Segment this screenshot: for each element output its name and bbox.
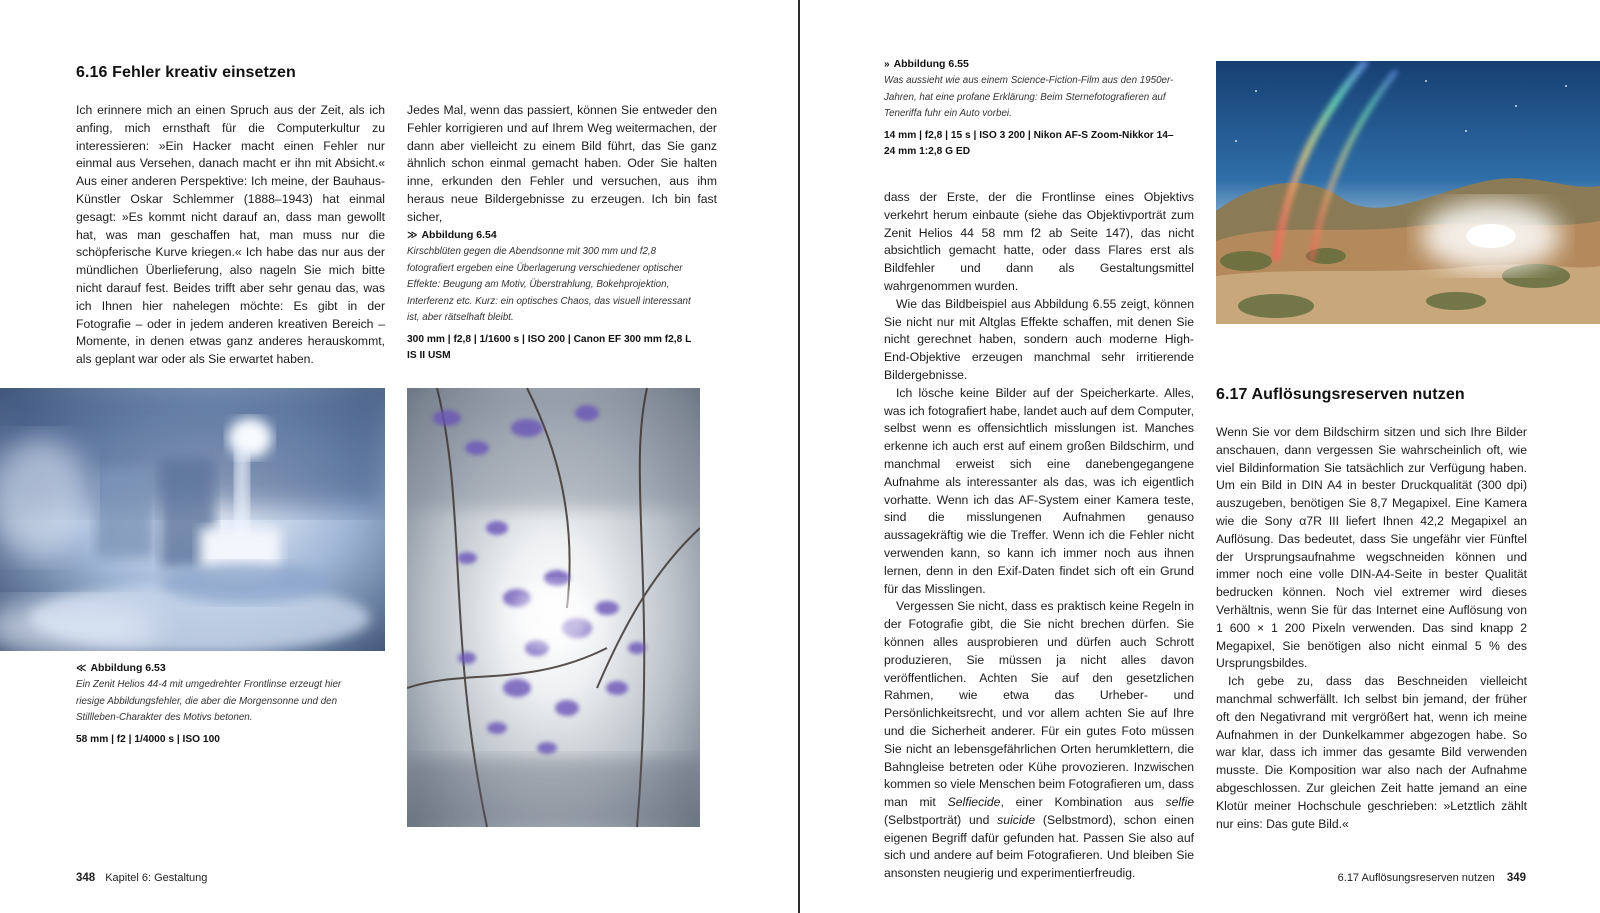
paragraph: Wie das Bildbeispiel aus Abbildung 6.55 zeigt, können Sie nicht nur mit Altglas Effekte schaffen, mit denen Sie nicht gerechnet haben, sondern auch moderne High-End-Objektive erzeugen manchmal sehr irritierende Bildergebnisse. (884, 296, 1194, 382)
double-chevron-down-icon: ≫ (407, 230, 418, 241)
caption-title: Abbildung 6.55 (893, 58, 969, 70)
photo-abbildung-6-53 (0, 388, 385, 651)
caption-text: Was aussieht wie aus einem Science-Fiction-Film aus den 1950er-Jahren, hat eine profane Erklärung: Beim Sternefotografieren auf Teneriffa fuhr ein Auto vorbei. (884, 75, 1174, 119)
paragraph: Ich gebe zu, dass das Beschneiden vielleicht manchmal schwerfällt. Ich selbst bin jemand, der früher oft den Negativrand mit vergrößert hat, wenn ich meine Aufnahmen in der Dunkelkammer abgezogen habe. So war klar, dass ich immer das gesamte Bild verwenden musste. Die Komposition war also nach der Aufnahme abgeschlossen. Zur gleichen Zeit hatte jemand an eine Klotür meiner Hochschule geschrieben: »Letztlich zählt nur eins: Das gute Bild.« (1216, 674, 1527, 831)
still-life-photo-illustration (0, 388, 385, 651)
caption-abbildung-6-55 (884, 58, 1184, 161)
paragraph: Wenn Sie vor dem Bildschirm sitzen und sich Ihre Bilder anschauen, dann vergessen Sie wahrscheinlich oft, wie viel Bildinformation Sie tatsächlich zur Verfügung haben. Um ein Bild in DIN A4 in bester Druckqualität (300 dpi) auszugeben, benötigen Sie 8,7 Megapixel. Eine Kamera wie die Sony α7R III liefert Ihnen 42,2 Megapixel an Auflösung. Das bedeutet, dass Sie ungefähr vier Fünftel der Ursprungsaufnahme wegschneiden können und immer noch eine volle DIN-A4-Seite in bester Qualität bedrucken können. Noch viel extremer wird dieses Verhältnis, wenn Sie für das Internet eine Auflösung von 1 600 × 1 200 Pixeln verwenden. Das sind knapp 2 Megapixel, Sie benötigen also nicht einmal 5 % des Ursprungsbildes. (1216, 425, 1527, 671)
caption-abbildung-6-53 (76, 662, 376, 748)
desert-light-arc-photo-illustration (1216, 61, 1600, 324)
double-chevron-up-icon: ≪ (76, 663, 87, 674)
paragraph: Ich erinnere mich an einen Spruch aus der Zeit, als ich anfing, mich ernsthaft für die Computerkultur zu interessieren: »Ein Hacker macht einen Fehler nur einmal aus Versehen, danach macht er ihn mit Absicht.« Aus einer anderen Perspektive: Ich meine, der Bauhaus-Künstler Oskar Schlemmer (1888–1943) hat einmal gesagt: »Es kommt nicht darauf an, dass man gewollt hat, was man geschaffen hat, man muss nur die schöpferische Kurve kriegen.« Ich habe das nur aus der mündlichen Überlieferung, also nageln Sie mich bitte nicht darauf fest. Beides trifft aber sehr genau das, was ich Ihnen hier nahelegen möchte: Es gibt in der Fotografie – oder in jedem anderen kreativen Bereich – Momente, in denen etwas ganz anderes herauskommt, als geplant war oder als Sie erwartet haben. (76, 103, 385, 367)
running-head: 6.17 Auflösungsreserven nutzen (1337, 872, 1495, 884)
right-body-column-2 (1216, 424, 1527, 833)
caption-exif: 58 mm | f2 | 1/4000 s | ISO 100 (76, 733, 220, 745)
double-chevron-right-icon: » (884, 59, 890, 70)
right-body-column-1 (884, 189, 1194, 883)
paragraph: dass der Erste, der die Frontlinse eines Objektivs verkehrt herum einbaute (siehe das Objektivporträt zum Zenit Helios 44 58 mm f2 ab Seite 147), das nicht absichtlich gemacht hatte, oder dass Flares erst als Bildfehler und dann als Gestaltungsmittel wahrgenommen wurden. (884, 190, 1194, 293)
cherry-blossom-photo-illustration (407, 388, 700, 827)
caption-exif: 300 mm | f2,8 | 1/1600 s | ISO 200 | Canon EF 300 mm f2,8 L IS II USM (407, 333, 692, 361)
photo-abbildung-6-55 (1216, 61, 1600, 324)
photo-abbildung-6-54 (407, 388, 700, 827)
caption-title: Abbildung 6.54 (421, 229, 497, 241)
section-title-6-16: 6.16 Fehler kreativ einsetzen (76, 64, 296, 81)
caption-exif: 14 mm | f2,8 | 15 s | ISO 3 200 | Nikon AF-S Zoom-Nikkor 14–24 mm 1:2,8 G ED (884, 129, 1174, 157)
caption-text: Kirschblüten gegen die Abendsonne mit 300 mm und f2,8 fotografiert ergeben eine Überlagerung verschiedener optischer Effekte: Beugung am Motiv, Überstrahlung, Bokehprojektion, Interferenz etc. Kurz: ein optisches Chaos, das visuell interessant ist, aber rätselhaft bleibt. (407, 246, 691, 323)
book-spine (798, 0, 800, 913)
right-footer (1338, 872, 1526, 884)
caption-title: Abbildung 6.53 (90, 662, 166, 674)
left-body-column-1 (76, 102, 385, 369)
paragraph: Jedes Mal, wenn das passiert, können Sie entweder den Fehler korrigieren und auf Ihrem Weg weitermachen, der dann aber vielleicht zu einem Bild führt, das Sie ganz ähnlich schon einmal gemacht haben. Oder Sie halten inne, erkunden den Fehler und versuchen, aus ihm heraus neue Bildergebnisse zu erzeugen. Ich bin fast sicher, (407, 103, 717, 224)
left-body-column-2 (407, 102, 717, 227)
caption-abbildung-6-54 (407, 229, 695, 365)
section-title-6-17: 6.17 Auflösungsreserven nutzen (1216, 386, 1465, 403)
page-number: 349 (1506, 872, 1526, 884)
paragraph: Ich lösche keine Bilder auf der Speicherkarte. Alles, was ich fotografiert habe, landet auch auf dem Computer, selbst wenn es offensichtlich misslungen ist. Manches erkenne ich auch erst auf einem großen Bildschirm, und manchmal erweist sich eine danebengegangene Aufnahme als interessanter als das, was ich eigentlich vorhatte. Wenn ich das AF-System einer Kamera teste, sind die misslungenen Aufnahmen genauso aussagekräftig wie die Treffer. Wenn ich die Fehler nicht verwenden kann, so kann ich immer noch aus ihnen lernen, denn in den Exif-Daten findet sich oft ein Grund für das Misslingen. (884, 385, 1194, 596)
caption-text: Ein Zenit Helios 44-4 mit umgedrehter Frontlinse erzeugt hier riesige Abbildungsfehler, die aber die Morgensonne und den Stillleben-Charakter des Motivs betonen. (76, 679, 342, 723)
left-footer (76, 872, 207, 884)
paragraph: Vergessen Sie nicht, dass es praktisch keine Regeln in der Fotografie gibt, die Sie nicht brechen dürfen. Sie können alles ausprobieren und dürfen auch Schrott produzieren, Sie müssen ja nicht alles davon veröffentlichen. Achten Sie auf den gesetzlichen Rahmen, wie etwa das Urheber- und Persönlichkeitsrecht, und vor allem achten Sie auf Ihre und die Sicherheit anderer. Für ein gutes Foto müssen Sie nicht an lebensgefährlichen Orten herumklettern, die Bahngleise betreten oder Kühe provozieren. Inzwischen kommen so viele Menschen beim Fotografieren um, dass man mit Selfiecide, einer Kombination aus selfie (Selbstporträt) und suicide (Selbstmord), schon einen eigenen Begriff dafür gefunden hat. Passen Sie also auf sich und andere auf beim Fotografieren. Und bleiben Sie ansonsten neugierig und experimentierfreudig. (884, 599, 1194, 881)
running-head: Kapitel 6: Gestaltung (105, 872, 208, 884)
page-number: 348 (76, 872, 96, 884)
